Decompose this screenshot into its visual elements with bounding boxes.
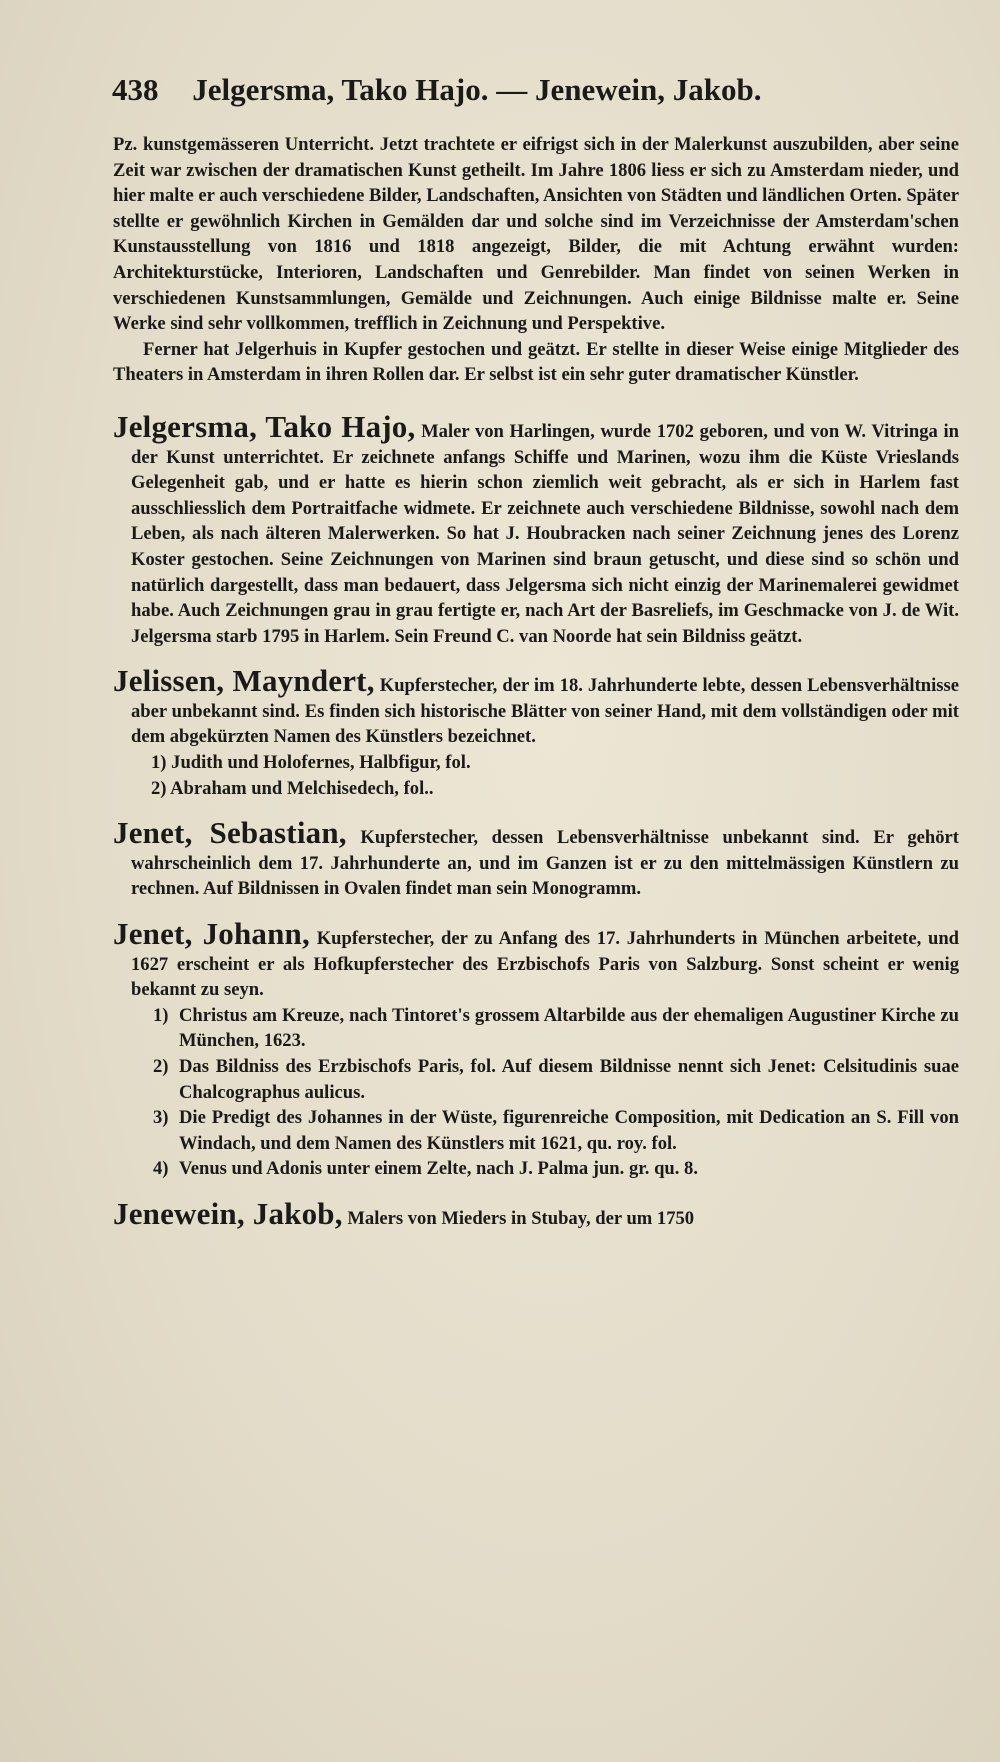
- list-item: 4) Venus und Adonis unter einem Zelte, nach J. Palma jun. gr. qu. 8.: [153, 1158, 699, 1180]
- entry-description: Kupferstecher, der im 18. Jahrhunderte lebte, dessen Lebensverhältnisse aber unbekannt sind. Es finden sich historische Blätter von seiner Hand, mit dem vollständigen oder mit dem abgekürzten Namen des Künstlers bezeichnet.: [131, 675, 959, 748]
- entry-name: Jenet, Johann,: [113, 916, 310, 952]
- entry-jelissen: [113, 663, 959, 801]
- entry-jenet-sebastian: [113, 815, 959, 902]
- page-body: [113, 132, 959, 1232]
- list-item: 2) Abraham und Melchisedech, fol..: [151, 777, 434, 799]
- entry-text: [113, 916, 960, 1003]
- entry-jelgersma: [113, 408, 959, 649]
- page-header: [112, 72, 952, 108]
- running-title: Jelgersma, Tako Hajo. — Jenewein, Jakob.: [192, 72, 762, 107]
- entry-description: Malers von Mieders in Stubay, der um 1750: [347, 1207, 695, 1229]
- entry-text: [113, 408, 959, 649]
- list-item: 1) Christus am Kreuze, nach Tintoret's grossem Altarbilde aus der ehemaligen Augustiner Kirche zu München, 1623.: [153, 1004, 959, 1052]
- entry-description: Kupferstecher, dessen Lebensverhältnisse unbekannt sind. Er gehört wahrscheinlich dem 17. Jahrhunderte an, und im Ganzen ist er zu den mittelmässigen Künstlern zu rechnen. Auf Bildnissen in Ovalen findet man sein Monogramm.: [131, 827, 959, 900]
- entry-name: Jelissen, Mayndert,: [113, 663, 375, 699]
- intro-paragraph: Pz. kunstgemässeren Unterricht. Jetzt trachtete er eifrigst sich in der Malerkunst auszubilden, aber seine Zeit war zwischen der dramatischen Kunst getheilt. Im Jahre 1806 liess er sich zu Amsterdam nieder, und hier malte er auch verschiedene Bilder, Landschaften, Ansichten von Städten und ländlichen Orten. Später stellte er gewöhnlich Kirchen in Gemälden dar und solche sind im Verzeichnisse der Amsterdam'schen Kunstausstellung von 1816 und 1818 angezeigt, Bilder, die mit Achtung erwähnt wurden: Architekturstücke, Interioren, Landschaften und Genrebilder. Man findet von seinen Werken in verschiedenen Kunstsammlungen, Gemälde und Zeichnungen. Auch einige Bildnisse malte er. Seine Werke sind sehr vollkommen, trefflich in Zeichnung und Perspektive.: [113, 134, 959, 335]
- list-item: 2) Das Bildniss des Erzbischofs Paris, fol. Auf diesem Bildnisse nennt sich Jenet: Celsitudinis suae Chalcographus aulicus.: [153, 1056, 959, 1103]
- entry-text: [113, 1195, 959, 1232]
- intro-paragraph-2: Ferner hat Jelgerhuis in Kupfer gestochen und geätzt. Er stellte in dieser Weise einige Mitglieder des Theaters in Amsterdam in ihren Rollen dar. Er selbst ist ein sehr guter dramatischer Künstler.: [113, 338, 959, 386]
- entry-name: Jelgersma, Tako Hajo,: [113, 408, 416, 444]
- entry-text: [113, 815, 959, 902]
- entry-description: Kupferstecher, der zu Anfang des 17. Jahrhunderts in München arbeitete, und 1627 erscheint er als Hofkupferstecher des Erzbischofs Paris von Salzburg. Sonst scheint er wenig bekannt zu seyn.: [131, 928, 960, 1001]
- works-list: [113, 750, 959, 801]
- entry-name: Jenet, Sebastian,: [113, 815, 347, 851]
- entry-name: Jenewein, Jakob,: [113, 1195, 343, 1231]
- entry-jenet-johann: [113, 916, 960, 1182]
- entry-jenewein: [113, 1195, 959, 1232]
- entry-text: [113, 663, 959, 750]
- entry-description: Maler von Harlingen, wurde 1702 geboren, und von W. Vitringa in der Kunst unterrichtet. Er zeichnete anfangs Schiffe und Marinen, wozu ihm die Küste Vrieslands Gelegenheit gab, und er hatte es hierin schon ziemlich weit gebracht, als er sich in Harlem fast ausschliesslich dem Portraitfache widmete. Er zeichnete auch verschiedene Bildnisse, sowohl nach dem Leben, als nach älteren Malerwerken. So hat J. Houbracken nach seiner Zeichnung jenes des Lorenz Koster gestochen. Seine Zeichnungen von Marinen sind braun getuscht, und diese sind so schön und natürlich dargestellt, dass man bedauert, dass Jelgersma sich nicht einzig der Marinemalerei gewidmet habe. Auch Zeichnungen grau in grau fertigte er, nach Art der Basreliefs, im Geschmacke von J. de Wit. Jelgersma starb 1795 in Harlem. Sein Freund C. van Noorde hat sein Bildniss geätzt.: [131, 420, 959, 647]
- list-item: 3) Die Predigt des Johannes in der Wüste, figurenreiche Composition, mit Dedication an S. Fill von Windach, und dem Namen des Künstlers mit 1621, qu. roy. fol.: [153, 1107, 959, 1154]
- page-number: 438: [112, 72, 159, 107]
- works-list: [113, 1003, 959, 1182]
- list-item: 1) Judith und Holofernes, Halbfigur, fol.: [151, 752, 471, 774]
